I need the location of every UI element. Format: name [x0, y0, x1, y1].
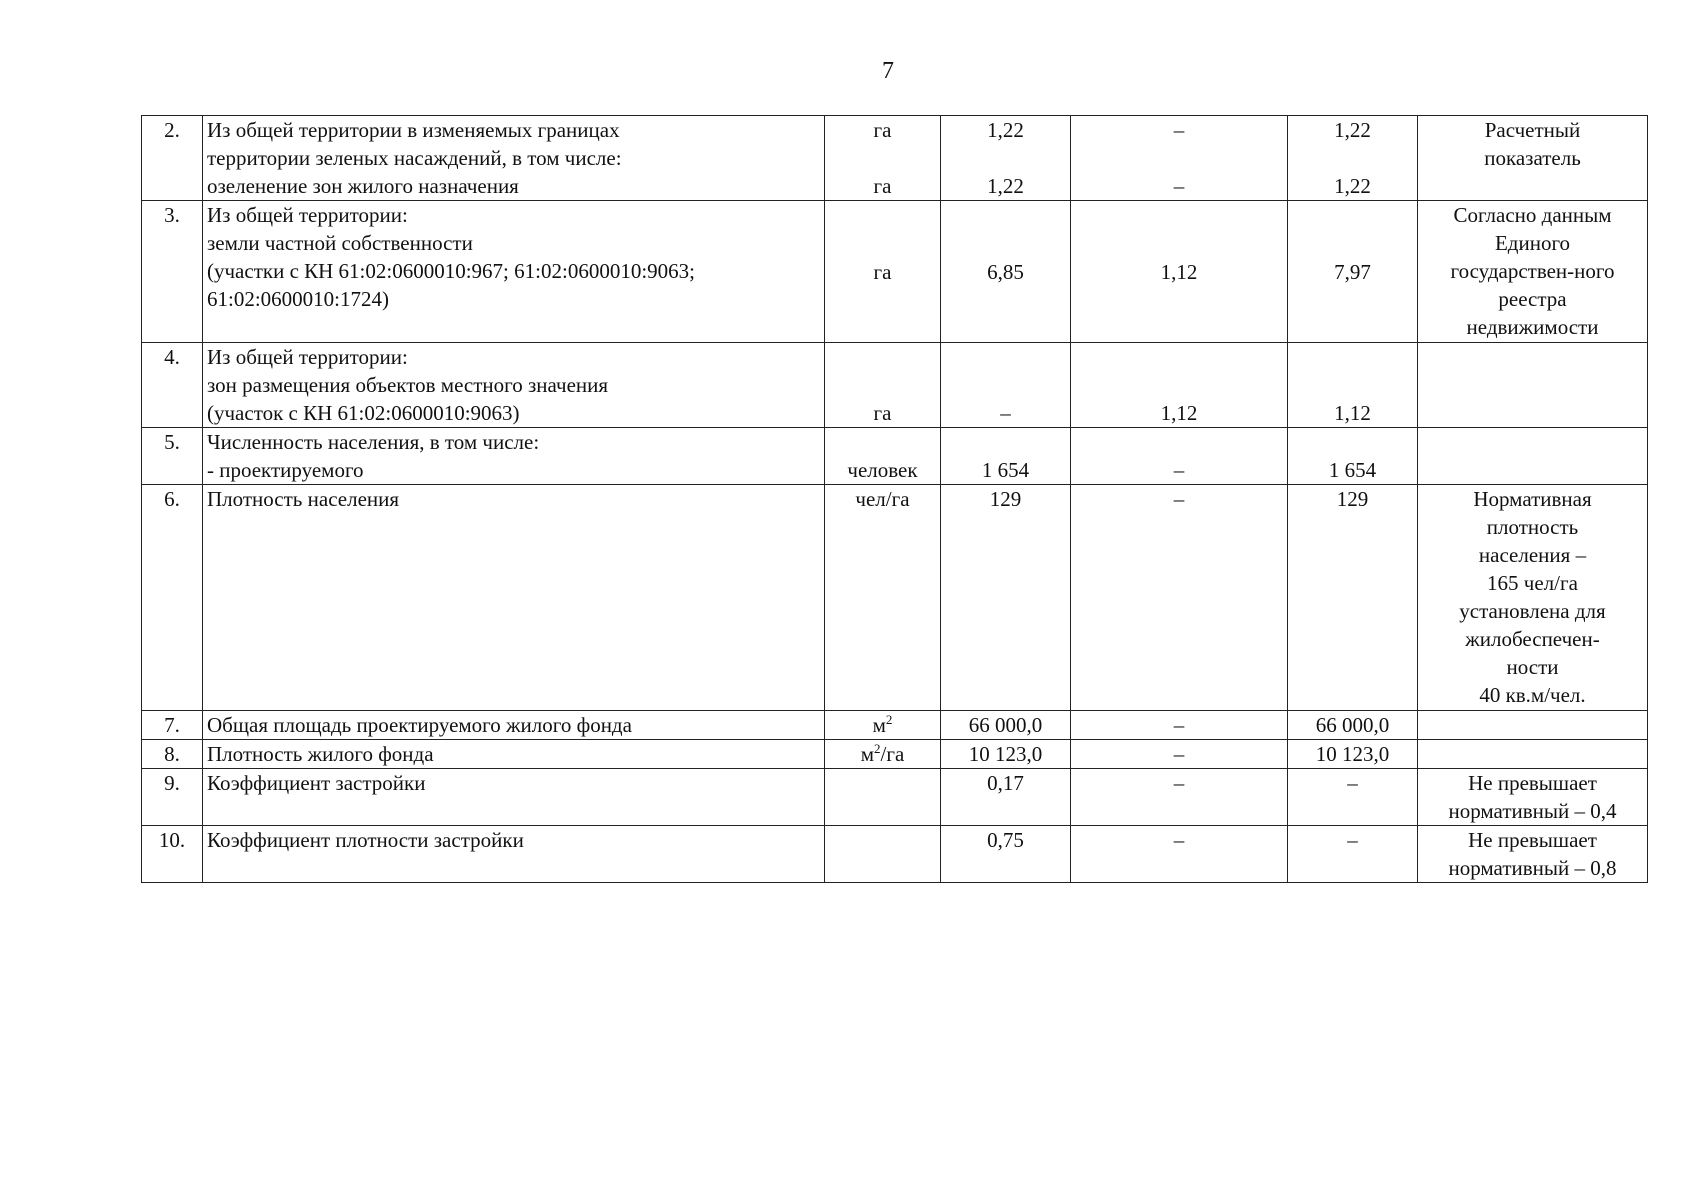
table-row [142, 740, 1648, 769]
row-value-existing: 10 123,0 [941, 740, 1071, 769]
row-number: 8. [142, 740, 203, 769]
row-unit: га [825, 201, 941, 343]
row-value-change: – [1071, 485, 1288, 711]
row-value-change: 1,12 [1071, 201, 1288, 343]
row-value-total: 7,97 [1288, 201, 1418, 343]
table-row [142, 116, 1648, 201]
row-number: 5. [142, 428, 203, 485]
row-value-change: 1,12 [1071, 343, 1288, 428]
row-value-total: 66 000,0 [1288, 711, 1418, 740]
row-value-change: – – [1071, 116, 1288, 201]
row-number: 6. [142, 485, 203, 711]
row-note: Согласно данным Единого государствен-ного реестра недвижимости [1418, 201, 1648, 343]
row-number: 9. [142, 769, 203, 826]
table-row [142, 343, 1648, 428]
indicators-table [141, 115, 1648, 883]
row-number: 2. [142, 116, 203, 201]
row-name: Общая площадь проектируемого жилого фонда [203, 711, 825, 740]
row-note [1418, 428, 1648, 485]
row-number: 4. [142, 343, 203, 428]
row-value-existing: 0,75 [941, 826, 1071, 883]
row-value-existing: – [941, 343, 1071, 428]
row-number: 10. [142, 826, 203, 883]
row-name: Численность населения, в том числе: - проектируемого [203, 428, 825, 485]
row-note [1418, 343, 1648, 428]
row-name: Плотность населения [203, 485, 825, 711]
row-unit: чел/га [825, 485, 941, 711]
row-unit: га га [825, 116, 941, 201]
row-value-total: 10 123,0 [1288, 740, 1418, 769]
row-value-total: – [1288, 826, 1418, 883]
row-number: 7. [142, 711, 203, 740]
row-note [1418, 740, 1648, 769]
row-unit [825, 769, 941, 826]
row-name: Из общей территории: зон размещения объектов местного значения (участок с КН 61:02:0600010:9063) [203, 343, 825, 428]
row-note: Расчетный показатель [1418, 116, 1648, 201]
row-value-existing: 0,17 [941, 769, 1071, 826]
table-row [142, 826, 1648, 883]
row-note: Нормативная плотность населения – 165 чел/га установлена для жилобеспечен- ности 40 кв.м/чел. [1418, 485, 1648, 711]
table-row [142, 711, 1648, 740]
row-value-existing: 1,22 1,22 [941, 116, 1071, 201]
row-name: Коэффициент плотности застройки [203, 826, 825, 883]
page-number: 7 [882, 58, 894, 84]
row-note: Не превышает нормативный – 0,8 [1418, 826, 1648, 883]
row-value-change: – [1071, 826, 1288, 883]
table-row [142, 769, 1648, 826]
row-value-change: – [1071, 428, 1288, 485]
row-value-total: 1,22 1,22 [1288, 116, 1418, 201]
row-note: Не превышает нормативный – 0,4 [1418, 769, 1648, 826]
row-value-total: 1 654 [1288, 428, 1418, 485]
row-value-total: 129 [1288, 485, 1418, 711]
table-row [142, 485, 1648, 711]
row-value-existing: 66 000,0 [941, 711, 1071, 740]
row-value-change: – [1071, 711, 1288, 740]
row-name: Из общей территории в изменяемых границах территории зеленых насаждений, в том числе: озеленение зон жилого назначения [203, 116, 825, 201]
row-unit [825, 826, 941, 883]
row-value-change: – [1071, 769, 1288, 826]
row-unit: $м^2$ [825, 711, 941, 740]
row-name: Плотность жилого фонда [203, 740, 825, 769]
table-row [142, 428, 1648, 485]
row-name: Коэффициент застройки [203, 769, 825, 826]
row-unit: $м^2/га$ [825, 740, 941, 769]
row-name: Из общей территории: земли частной собственности (участки с КН 61:02:0600010:967; 61:02:0600010:9063; 61:02:0600010:1724) [203, 201, 825, 343]
table-row [142, 201, 1648, 343]
row-value-existing: 1 654 [941, 428, 1071, 485]
row-unit: га [825, 343, 941, 428]
row-value-existing: 129 [941, 485, 1071, 711]
row-unit: человек [825, 428, 941, 485]
row-value-existing: 6,85 [941, 201, 1071, 343]
row-value-change: – [1071, 740, 1288, 769]
row-number: 3. [142, 201, 203, 343]
row-value-total: – [1288, 769, 1418, 826]
row-note [1418, 711, 1648, 740]
row-value-total: 1,12 [1288, 343, 1418, 428]
